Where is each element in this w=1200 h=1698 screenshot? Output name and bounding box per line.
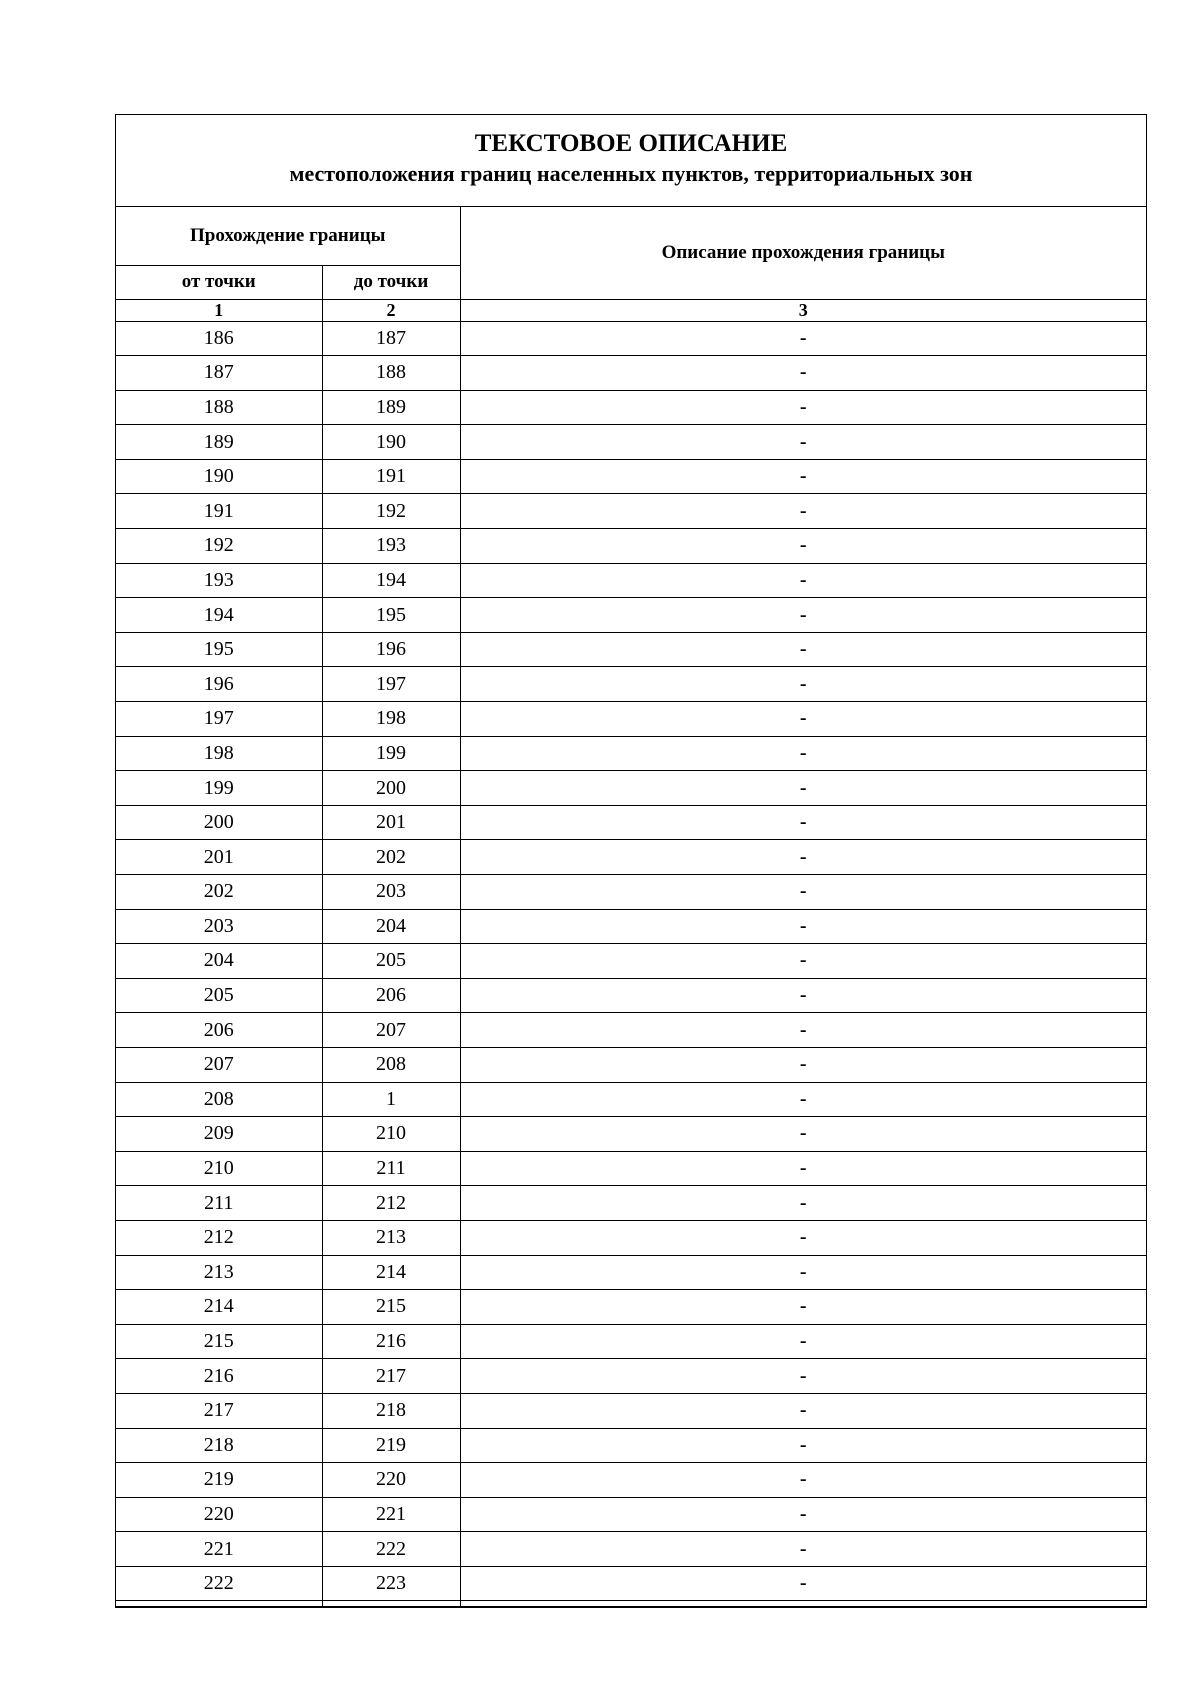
to-point-cell: 213 — [322, 1220, 460, 1255]
from-point-cell: 219 — [116, 1463, 322, 1498]
to-point-cell: 206 — [322, 978, 460, 1013]
table-row — [116, 805, 1146, 840]
from-point-cell: 199 — [116, 771, 322, 806]
to-point-cell: 217 — [322, 1359, 460, 1394]
to-point-cell: 200 — [322, 771, 460, 806]
from-point-cell: 208 — [116, 1082, 322, 1117]
table-row — [116, 321, 1146, 356]
to-point-cell: 192 — [322, 494, 460, 529]
from-point-cell: 190 — [116, 459, 322, 494]
description-cell: - — [460, 771, 1146, 806]
table-row — [116, 1463, 1146, 1498]
to-point-cell: 199 — [322, 736, 460, 771]
to-point-cell: 188 — [322, 356, 460, 391]
description-cell: - — [460, 1186, 1146, 1221]
to-point-cell: 219 — [322, 1428, 460, 1463]
from-point-cell: 217 — [116, 1393, 322, 1428]
description-cell: - — [460, 1013, 1146, 1048]
from-point-cell: 191 — [116, 494, 322, 529]
to-point-cell: 223 — [322, 1566, 460, 1601]
from-point-cell: 189 — [116, 425, 322, 460]
description-cell: - — [460, 1290, 1146, 1325]
description-cell: - — [460, 390, 1146, 425]
from-point-cell: 197 — [116, 702, 322, 737]
document-title: ТЕКСТОВОЕ ОПИСАНИЕ — [474, 130, 788, 157]
document-subtitle: местоположения границ населенных пунктов, территориальных зон — [289, 161, 973, 186]
to-point-cell: 221 — [322, 1497, 460, 1532]
table-row — [116, 1117, 1146, 1152]
from-point-cell: 218 — [116, 1428, 322, 1463]
table-end-cell — [322, 1601, 460, 1607]
column-number-1: 1 — [116, 299, 322, 321]
table-row — [116, 771, 1146, 806]
from-point-cell: 213 — [116, 1255, 322, 1290]
to-point-cell: 190 — [322, 425, 460, 460]
to-point-cell: 198 — [322, 702, 460, 737]
table-row — [116, 494, 1146, 529]
table-row — [116, 840, 1146, 875]
from-point-cell: 204 — [116, 944, 322, 979]
to-point-cell: 216 — [322, 1324, 460, 1359]
table-end-cell — [116, 1601, 322, 1607]
table-row — [116, 1290, 1146, 1325]
from-point-cell: 215 — [116, 1324, 322, 1359]
description-cell: - — [460, 1082, 1146, 1117]
to-point-cell: 222 — [322, 1532, 460, 1567]
table-row — [116, 1220, 1146, 1255]
from-point-cell: 194 — [116, 598, 322, 633]
to-point-cell: 210 — [322, 1117, 460, 1152]
description-cell: - — [460, 1532, 1146, 1567]
table-row — [116, 1428, 1146, 1463]
description-cell: - — [460, 1359, 1146, 1394]
table-row — [116, 944, 1146, 979]
description-header: Описание прохождения границы — [460, 207, 1146, 299]
table-row — [116, 390, 1146, 425]
table-row — [116, 1359, 1146, 1394]
description-cell: - — [460, 1324, 1146, 1359]
from-point-cell: 212 — [116, 1220, 322, 1255]
description-cell: - — [460, 1566, 1146, 1601]
table-end-cell — [460, 1601, 1146, 1607]
description-cell: - — [460, 805, 1146, 840]
description-cell: - — [460, 1151, 1146, 1186]
to-point-cell: 212 — [322, 1186, 460, 1221]
to-point-cell: 220 — [322, 1463, 460, 1498]
from-point-cell: 220 — [116, 1497, 322, 1532]
from-point-cell: 209 — [116, 1117, 322, 1152]
from-point-cell: 196 — [116, 667, 322, 702]
table-row — [116, 1186, 1146, 1221]
description-cell: - — [460, 944, 1146, 979]
table-row — [116, 702, 1146, 737]
to-point-cell: 189 — [322, 390, 460, 425]
to-point-cell: 195 — [322, 598, 460, 633]
description-cell: - — [460, 494, 1146, 529]
table-row — [116, 1532, 1146, 1567]
table-row — [116, 1151, 1146, 1186]
to-point-header: до точки — [322, 265, 460, 299]
table-row — [116, 1393, 1146, 1428]
title-block — [116, 115, 1146, 207]
description-cell: - — [460, 529, 1146, 564]
from-point-cell: 222 — [116, 1566, 322, 1601]
table-row — [116, 667, 1146, 702]
description-cell: - — [460, 321, 1146, 356]
table-row — [116, 459, 1146, 494]
description-cell: - — [460, 356, 1146, 391]
column-number-3: 3 — [460, 299, 1146, 321]
description-cell: - — [460, 667, 1146, 702]
table-row — [116, 1082, 1146, 1117]
description-cell: - — [460, 632, 1146, 667]
description-cell: - — [460, 1047, 1146, 1082]
table-row — [116, 875, 1146, 910]
table-row — [116, 632, 1146, 667]
to-point-cell: 201 — [322, 805, 460, 840]
to-point-cell: 197 — [322, 667, 460, 702]
description-cell: - — [460, 1497, 1146, 1532]
from-point-cell: 202 — [116, 875, 322, 910]
from-point-header: от точки — [116, 265, 322, 299]
description-cell: - — [460, 840, 1146, 875]
to-point-cell: 208 — [322, 1047, 460, 1082]
from-point-cell: 188 — [116, 390, 322, 425]
from-point-cell: 214 — [116, 1290, 322, 1325]
table-row — [116, 978, 1146, 1013]
to-point-cell: 214 — [322, 1255, 460, 1290]
from-point-cell: 192 — [116, 529, 322, 564]
description-cell: - — [460, 425, 1146, 460]
to-point-cell: 204 — [322, 909, 460, 944]
description-cell: - — [460, 563, 1146, 598]
description-cell: - — [460, 459, 1146, 494]
from-point-cell: 193 — [116, 563, 322, 598]
to-point-cell: 1 — [322, 1082, 460, 1117]
description-cell: - — [460, 1220, 1146, 1255]
to-point-cell: 187 — [322, 321, 460, 356]
to-point-cell: 191 — [322, 459, 460, 494]
description-cell: - — [460, 1393, 1146, 1428]
boundary-table — [116, 207, 1146, 1607]
from-point-cell: 203 — [116, 909, 322, 944]
to-point-cell: 218 — [322, 1393, 460, 1428]
to-point-cell: 203 — [322, 875, 460, 910]
table-row — [116, 736, 1146, 771]
description-cell: - — [460, 598, 1146, 633]
to-point-cell: 194 — [322, 563, 460, 598]
to-point-cell: 205 — [322, 944, 460, 979]
to-point-cell: 207 — [322, 1013, 460, 1048]
table-row — [116, 1497, 1146, 1532]
from-point-cell: 186 — [116, 321, 322, 356]
from-point-cell: 198 — [116, 736, 322, 771]
description-cell: - — [460, 736, 1146, 771]
to-point-cell: 196 — [322, 632, 460, 667]
description-cell: - — [460, 1255, 1146, 1290]
from-point-cell: 207 — [116, 1047, 322, 1082]
table-row — [116, 909, 1146, 944]
to-point-cell: 202 — [322, 840, 460, 875]
description-cell: - — [460, 1117, 1146, 1152]
table-row — [116, 1255, 1146, 1290]
table-row — [116, 1324, 1146, 1359]
boundary-passage-header: Прохождение границы — [116, 207, 460, 265]
from-point-cell: 201 — [116, 840, 322, 875]
table-row — [116, 425, 1146, 460]
column-number-2: 2 — [322, 299, 460, 321]
description-cell: - — [460, 909, 1146, 944]
to-point-cell: 211 — [322, 1151, 460, 1186]
from-point-cell: 211 — [116, 1186, 322, 1221]
description-cell: - — [460, 875, 1146, 910]
from-point-cell: 210 — [116, 1151, 322, 1186]
from-point-cell: 205 — [116, 978, 322, 1013]
description-cell: - — [460, 1463, 1146, 1498]
from-point-cell: 216 — [116, 1359, 322, 1394]
description-cell: - — [460, 702, 1146, 737]
from-point-cell: 195 — [116, 632, 322, 667]
table-row — [116, 1566, 1146, 1601]
boundary-description-sheet — [115, 114, 1147, 1608]
from-point-cell: 206 — [116, 1013, 322, 1048]
table-row — [116, 1013, 1146, 1048]
table-row — [116, 563, 1146, 598]
from-point-cell: 221 — [116, 1532, 322, 1567]
table-row — [116, 1047, 1146, 1082]
table-body — [116, 321, 1146, 1601]
description-cell: - — [460, 978, 1146, 1013]
table-end-row — [116, 1601, 1146, 1607]
table-row — [116, 598, 1146, 633]
from-point-cell: 187 — [116, 356, 322, 391]
to-point-cell: 215 — [322, 1290, 460, 1325]
description-cell: - — [460, 1428, 1146, 1463]
table-row — [116, 529, 1146, 564]
table-row — [116, 356, 1146, 391]
from-point-cell: 200 — [116, 805, 322, 840]
to-point-cell: 193 — [322, 529, 460, 564]
